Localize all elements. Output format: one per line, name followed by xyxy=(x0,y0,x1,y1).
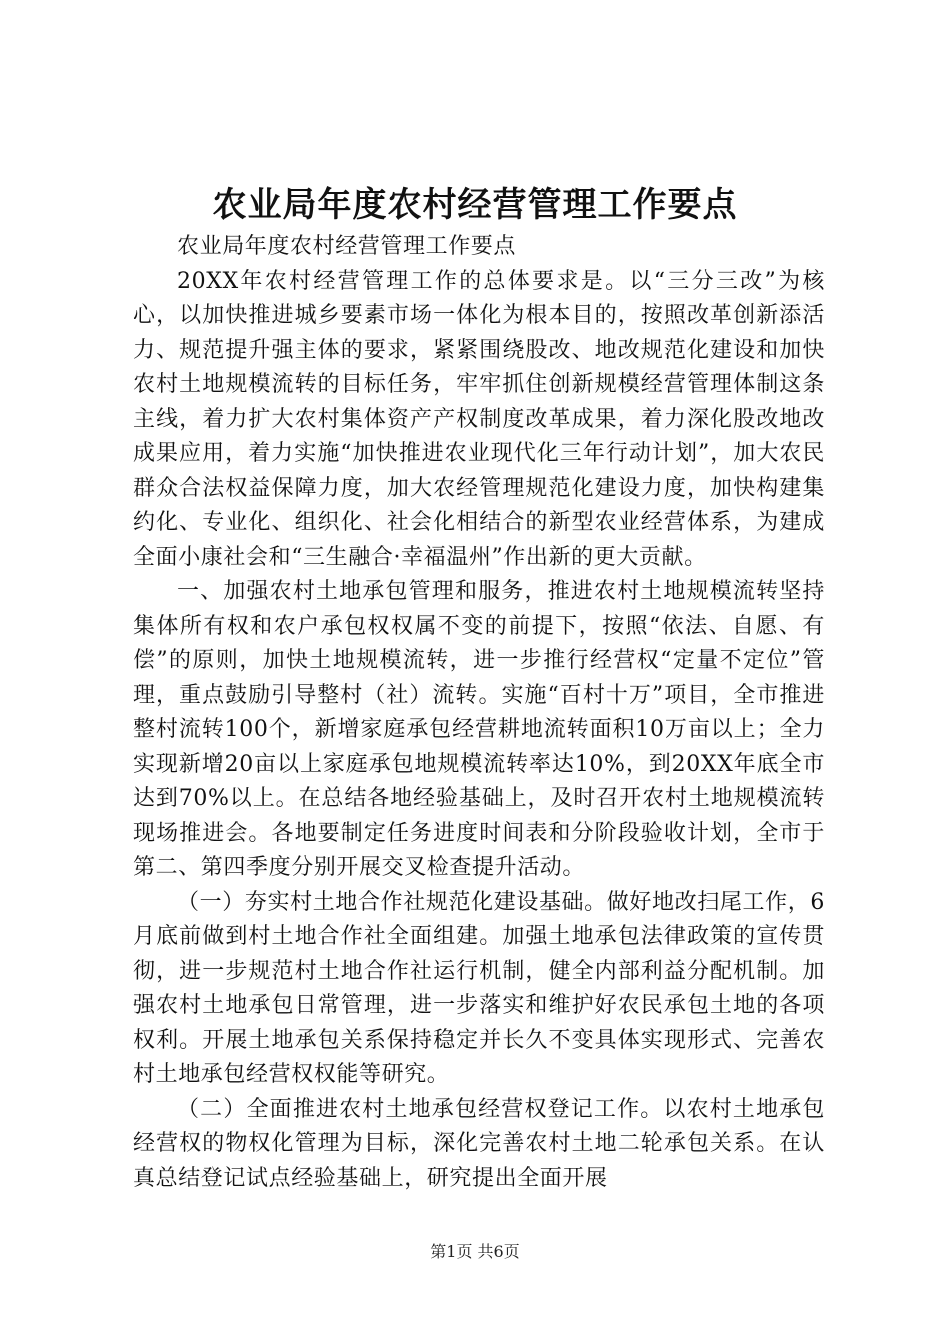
page-footer: 第1页 共6页 xyxy=(430,1242,520,1261)
document-title: 农业局年度农村经营管理工作要点 xyxy=(212,185,738,225)
document-body xyxy=(133,230,825,1196)
subsection-one-paragraph: （一）夯实村土地合作社规范化建设基础。做好地改扫尾工作，6月底前做到村土地合作社全面组建。加强土地承包法律政策的宣传贯彻，进一步规范村土地合作社运行机制，健全内部利益分配机制。加强农村土地承包日常管理，进一步落实和维护好农民承包土地的各项权利。开展土地承包关系保持稳定并长久不变具体实现形式、完善农村土地承包经营权权能等研究。 xyxy=(133,889,825,1087)
section-one-paragraph: 一、加强农村土地承包管理和服务，推进农村土地规模流转坚持集体所有权和农户承包权权属不变的前提下，按照“依法、自愿、有偿”的原则，加快土地规模流转，进一步推行经营权“定量不定位”管理，重点鼓励引导整村（社）流转。实施“百村十万”项目，全市推进整村流转100个，新增家庭承包经营耕地流转面积10万亩以上；全力实现新增20亩以上家庭承包地规模流转率达10%，到20XX年底全市达到70%以上。在总结各地经验基础上，及时召开农村土地规模流转现场推进会。各地要制定任务进度时间表和分阶段验收计划，全市于第二、第四季度分别开展交叉检查提升活动。 xyxy=(133,579,825,880)
subsection-two-paragraph: （二）全面推进农村土地承包经营权登记工作。以农村土地承包经营权的物权化管理为目标，深化完善农村土地二轮承包关系。在认真总结登记试点经验基础上，研究提出全面开展 xyxy=(133,1096,825,1191)
overview-paragraph: 20XX年农村经营管理工作的总体要求是。以“三分三改”为核心，以加快推进城乡要素市场一体化为根本目的，按照改革创新添活力、规范提升强主体的要求，紧紧围绕股改、地改规范化建设和加快农村土地规模流转的目标任务，牢牢抓住创新规模经营管理体制这条主线，着力扩大农村集体资产产权制度改革成果，着力深化股改地改成果应用，着力实施“加快推进农业现代化三年行动计划”，加大农民群众合法权益保障力度，加大农经管理规范化建设力度，加快构建集约化、专业化、组织化、社会化相结合的新型农业经营体系，为建成全面小康社会和“三生融合·幸福温州”作出新的更大贡献。 xyxy=(133,268,825,570)
subtitle-paragraph: 农业局年度农村经营管理工作要点 xyxy=(177,234,517,259)
